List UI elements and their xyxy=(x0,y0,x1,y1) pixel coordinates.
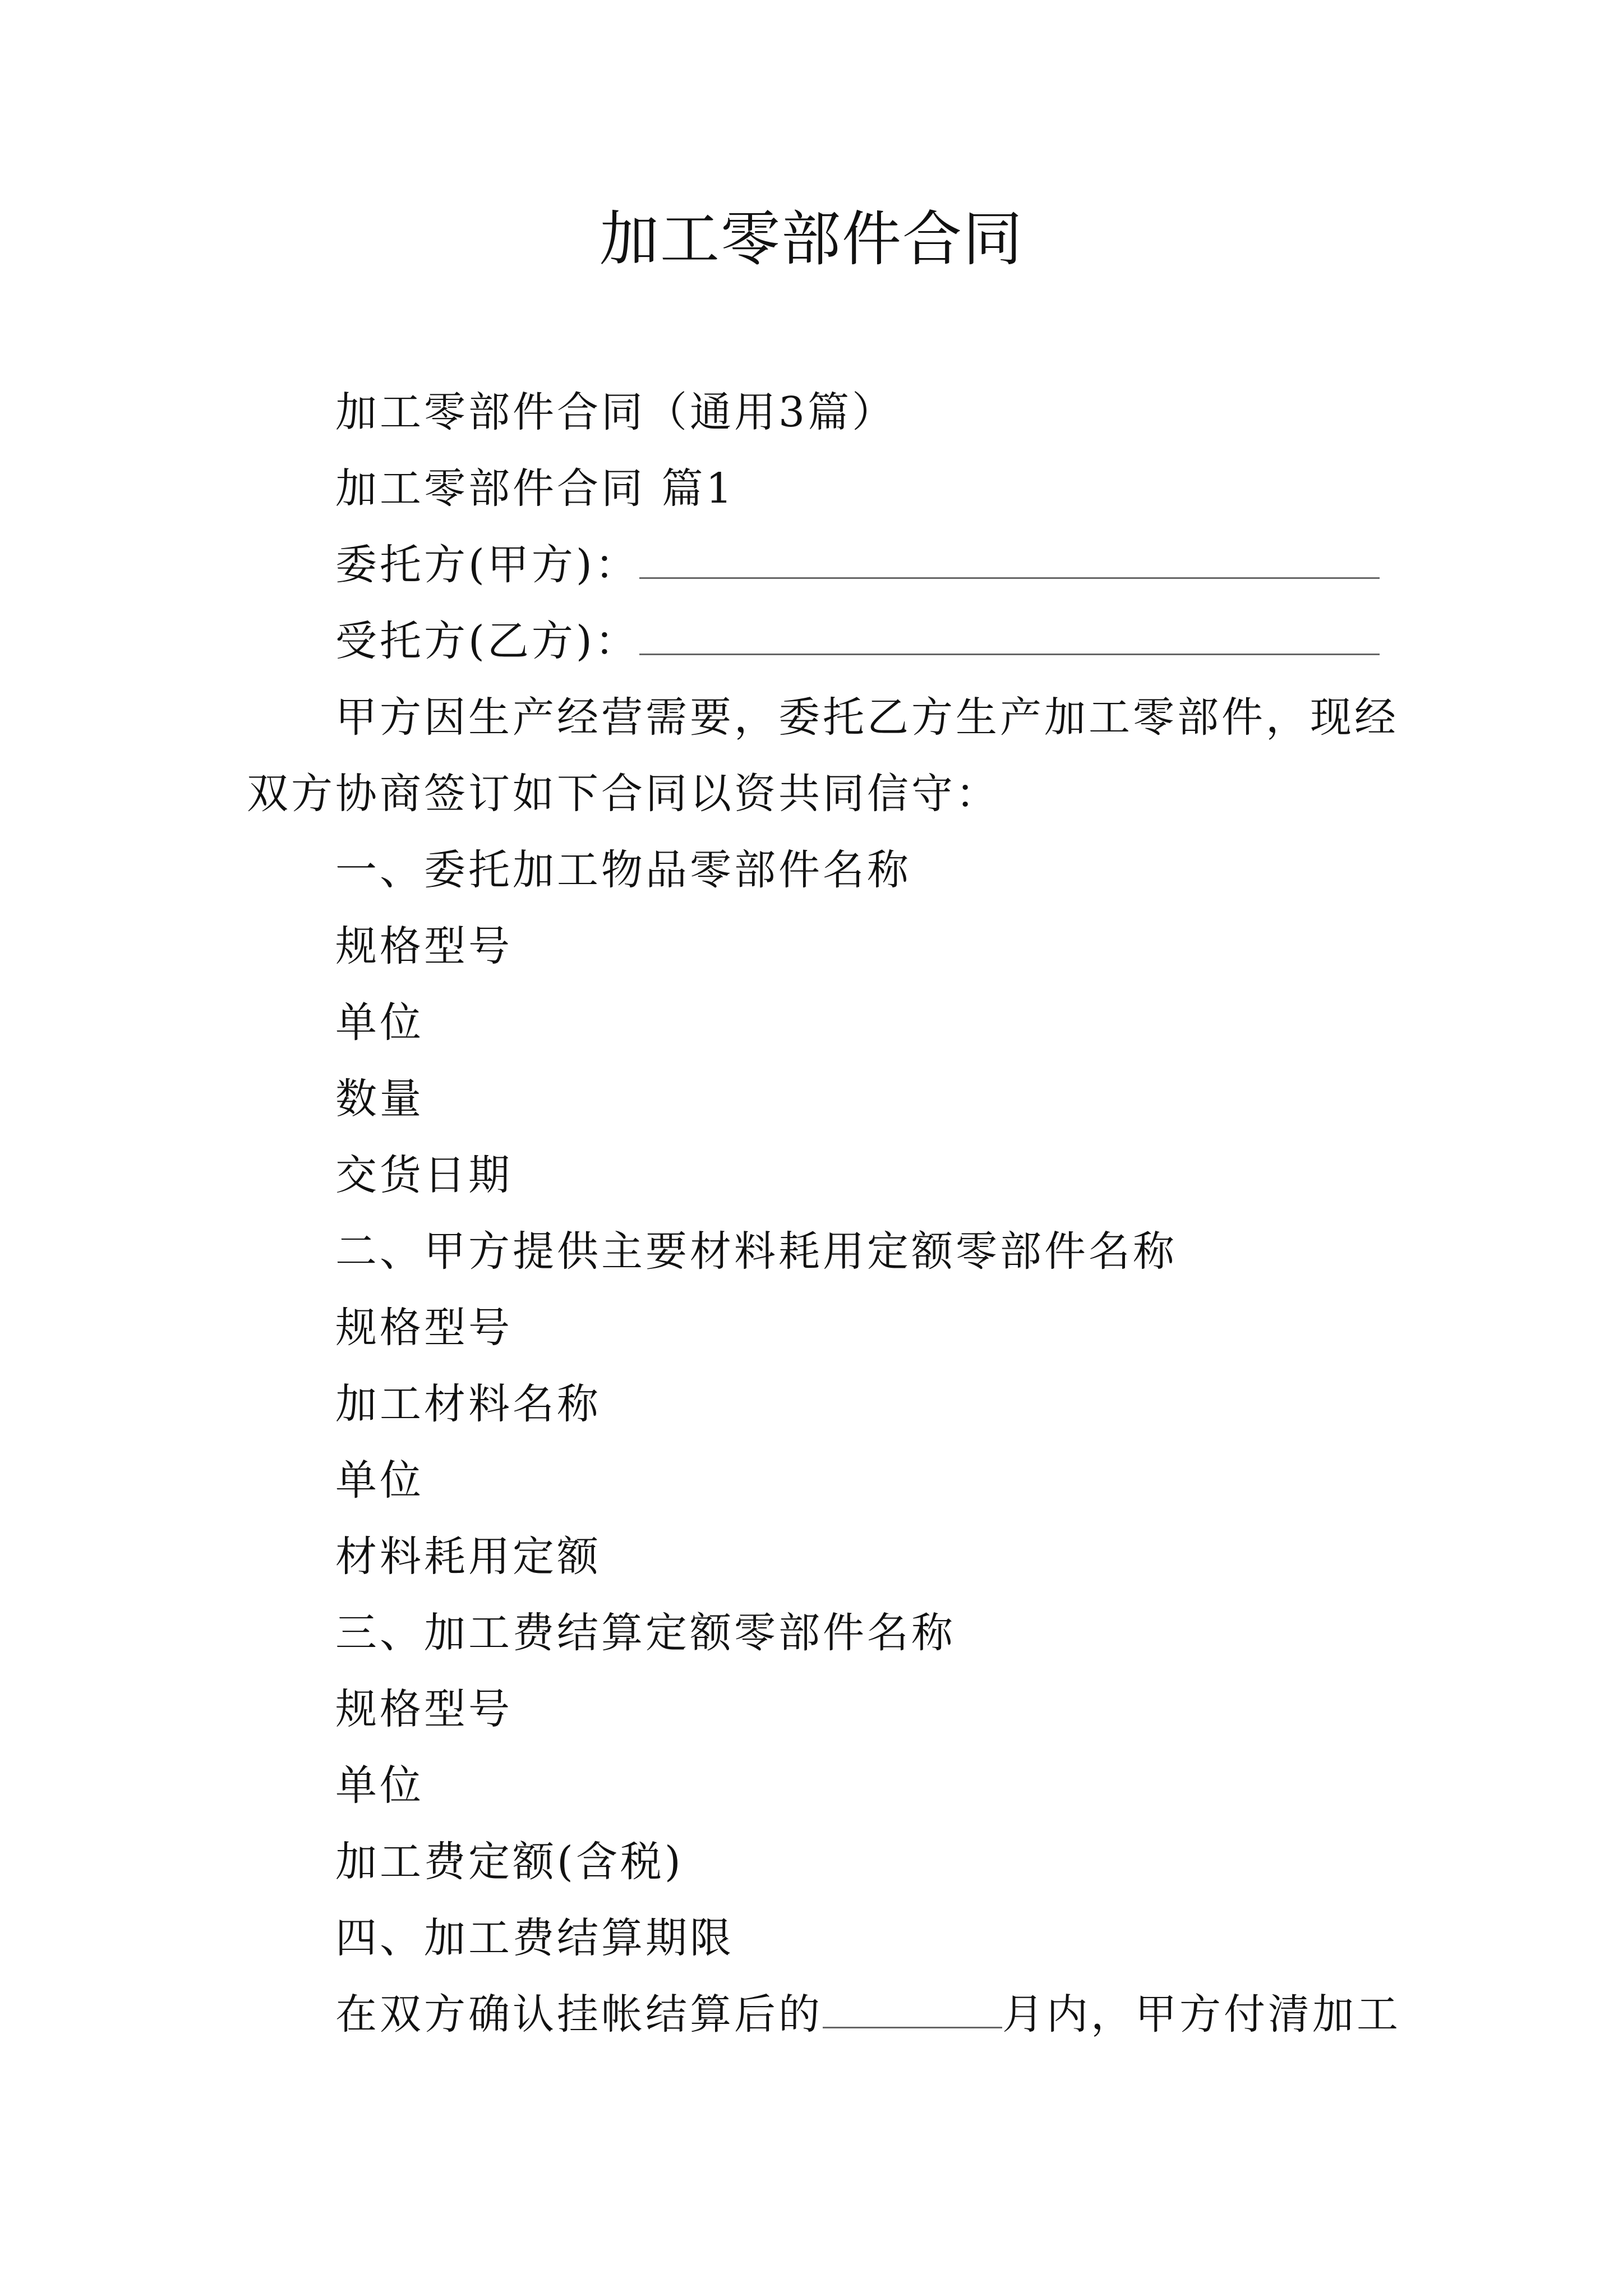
subtitle-line: 加工零部件合同（通用3篇） xyxy=(335,388,897,436)
clause-item: 加工费定额(含税) xyxy=(335,1838,684,1886)
clause-item: 材料耗用定额 xyxy=(335,1533,601,1581)
paragraph-line: 甲方因生产经营需要，委托乙方生产加工零部件，现经 xyxy=(335,693,1399,742)
party-b-line xyxy=(335,610,1380,672)
clause-heading: 一、委托加工物品零部件名称 xyxy=(335,846,911,894)
clause-item: 单位 xyxy=(335,1456,424,1504)
party-b-blank-field xyxy=(639,614,1380,655)
clause-item: 规格型号 xyxy=(335,922,513,970)
clause-heading: 三、加工费结算定额零部件名称 xyxy=(335,1609,956,1657)
section-heading-part1: 加工零部件合同 篇1 xyxy=(335,464,735,513)
party-a-blank-field xyxy=(639,538,1380,579)
clause-item: 单位 xyxy=(335,1761,424,1810)
party-a-line xyxy=(335,534,1380,596)
clause-item: 加工材料名称 xyxy=(335,1380,601,1428)
settlement-text-before: 在双方确认挂帐结算后的 xyxy=(335,1990,823,2039)
settlement-text-after: 月内，甲方付清加工 xyxy=(1002,1990,1401,2039)
clause-item: 规格型号 xyxy=(335,1685,513,1733)
settlement-line xyxy=(335,1984,1401,2045)
clause-item: 单位 xyxy=(335,999,424,1047)
paragraph-line: 双方协商签订如下合同以资共同信守： xyxy=(247,770,1000,818)
clause-item: 数量 xyxy=(335,1075,424,1123)
party-b-label: 受托方(乙方)： xyxy=(335,617,639,665)
clause-heading: 二、甲方提供主要材料耗用定额零部件名称 xyxy=(335,1227,1177,1276)
party-a-label: 委托方(甲方)： xyxy=(335,541,639,589)
clause-heading: 四、加工费结算期限 xyxy=(335,1914,734,1962)
document-title: 加工零部件合同 xyxy=(600,205,1023,274)
clause-item: 交货日期 xyxy=(335,1151,513,1199)
clause-item: 规格型号 xyxy=(335,1304,513,1352)
months-blank-field xyxy=(823,1987,1002,2028)
